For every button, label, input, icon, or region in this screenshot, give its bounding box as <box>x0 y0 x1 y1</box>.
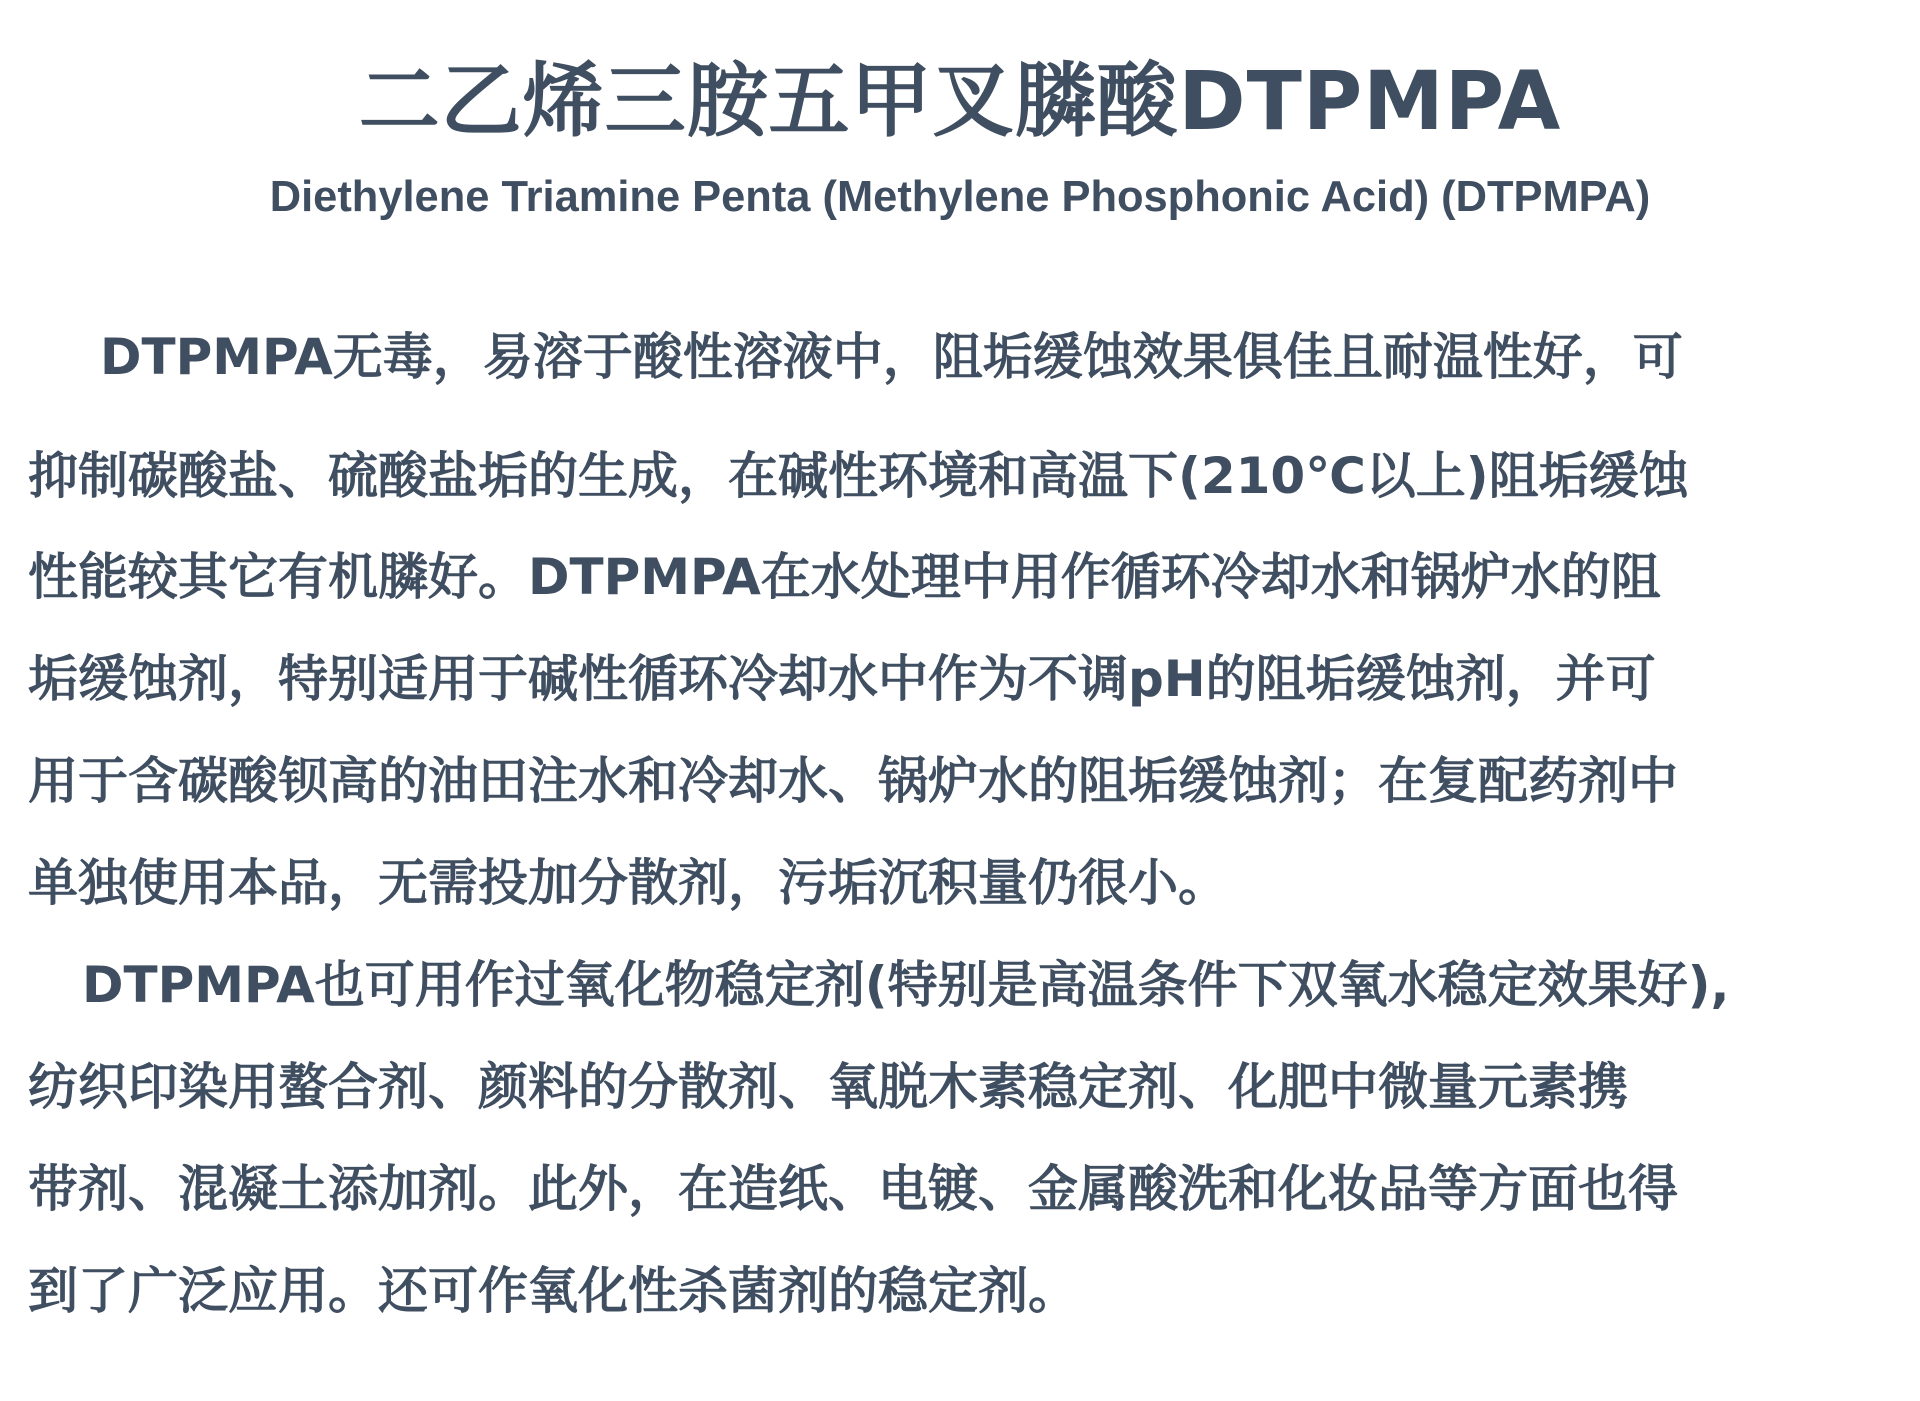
paragraph-1-line-3: 性能较其它有机膦好。DTPMPA在水处理中用作循环冷却水和锅炉水的阻 <box>28 548 1661 606</box>
paragraph-2-line-1: DTPMPA也可用作过氧化物稳定剂(特别是高温条件下双氧水稳定效果好), <box>82 956 1730 1014</box>
paragraph-1-line-6: 单独使用本品，无需投加分散剂，污垢沉积量仍很小。 <box>28 854 1228 912</box>
chinese-title: 二乙烯三胺五甲叉膦酸DTPMPA <box>358 55 1562 149</box>
paragraph-2-line-4: 到了广泛应用。还可作氧化性杀菌剂的稳定剂。 <box>28 1262 1078 1320</box>
paragraph-1-line-4: 垢缓蚀剂，特别适用于碱性循环冷却水中作为不调pH的阻垢缓蚀剂，并可 <box>28 650 1656 708</box>
paragraph-1-line-2: 抑制碳酸盐、硫酸盐垢的生成，在碱性环境和高温下(210℃以上)阻垢缓蚀 <box>28 447 1689 505</box>
paragraph-1-line-5: 用于含碳酸钡高的油田注水和冷却水、锅炉水的阻垢缓蚀剂；在复配药剂中 <box>28 752 1678 810</box>
paragraph-2-line-2: 纺织印染用螯合剂、颜料的分散剂、氧脱木素稳定剂、化肥中微量元素携 <box>28 1058 1628 1116</box>
english-title: Diethylene Triamine Penta (Methylene Phosphonic Acid) (DTPMPA) <box>269 173 1651 221</box>
paragraph-1-line-1: DTPMPA无毒，易溶于酸性溶液中，阻垢缓蚀效果俱佳且耐温性好，可 <box>100 328 1683 386</box>
paragraph-2-line-3: 带剂、混凝土添加剂。此外，在造纸、电镀、金属酸洗和化妆品等方面也得 <box>28 1160 1678 1218</box>
